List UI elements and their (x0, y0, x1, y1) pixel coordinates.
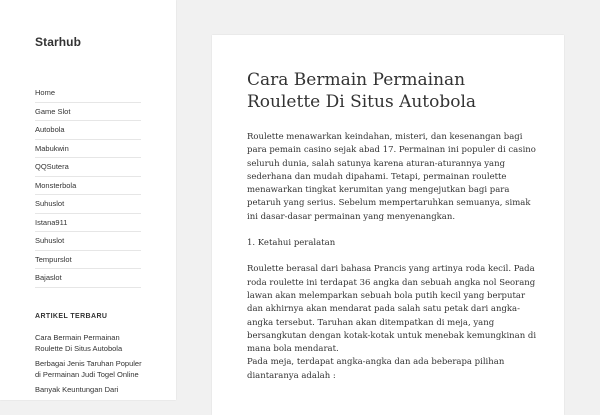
menu-item-suhuslot-2[interactable]: Suhuslot (35, 232, 141, 251)
recent-posts-list (35, 332, 145, 399)
menu-item-istana911[interactable]: Istana911 (35, 214, 141, 233)
post-body (247, 131, 539, 383)
site-title[interactable]: Starhub (35, 35, 82, 49)
recent-post-link[interactable]: Banyak Keuntungan Dari (35, 385, 119, 394)
menu-item-game-slot[interactable]: Game Slot (35, 103, 141, 122)
recent-post-link[interactable]: Cara Bermain Permainan Roulette Di Situs Autobola (35, 333, 123, 353)
post-article (212, 35, 564, 415)
post-paragraph: Roulette menawarkan keindahan, misteri, dan kesenangan bagi para pemain casino sejak abad 17. Permainan ini populer di casino seluruh dunia, salah satunya karena aturan-aturannya yang sederhana dan mudah dipahami. Tetapi, permainan roulette menawarkan tingkat kerumitan yang mengejutkan bagi para petaruh yang serius. Sebelum mempertaruhkan semuanya, simak ini dasar-dasar permainan yang menyenangkan. (247, 132, 536, 222)
post-paragraph: Roulette berasal dari bahasa Prancis yang artinya roda kecil. Pada roda roulette ini terdapat 36 angka dan sebuah angka nol Seorang lawan akan melemparkan sebuah bola putih kecil yang berputar dan akhirnya akan mendarat pada salah satu petak dari angka-angka tersebut. Taruhan akan ditempatkan di meja, yang bersangkutan dengan kotak-kotak untuk menebak kemungkinan di mana bola mendarat. (247, 264, 537, 355)
post-paragraph: Pada meja, terdapat angka-angka dan ada beberapa pilihan diantaranya adalah : (247, 357, 505, 381)
menu-item-tempurslot[interactable]: Tempurslot (35, 251, 141, 270)
menu-item-mabukwin[interactable]: Mabukwin (35, 140, 141, 159)
menu-item-autobola[interactable]: Autobola (35, 121, 141, 140)
menu-item-home[interactable]: Home (35, 84, 141, 103)
menu-item-bajaslot[interactable]: Bajaslot (35, 269, 141, 288)
sidebar (0, 0, 176, 400)
post-title: Cara Bermain Permainan Roulette Di Situs Autobola (247, 70, 477, 112)
post-subheading: 1. Ketahui peralatan (247, 238, 336, 249)
menu-item-suhuslot[interactable]: Suhuslot (35, 195, 141, 214)
main-menu (35, 84, 141, 288)
recent-posts-heading: ARTIKEL TERBARU (35, 313, 108, 320)
recent-post-link[interactable]: Berbagai Jenis Taruhan Populer di Permainan Judi Togel Online (35, 359, 142, 379)
menu-item-qqsutera[interactable]: QQSutera (35, 158, 141, 177)
menu-item-monsterbola[interactable]: Monsterbola (35, 177, 141, 196)
